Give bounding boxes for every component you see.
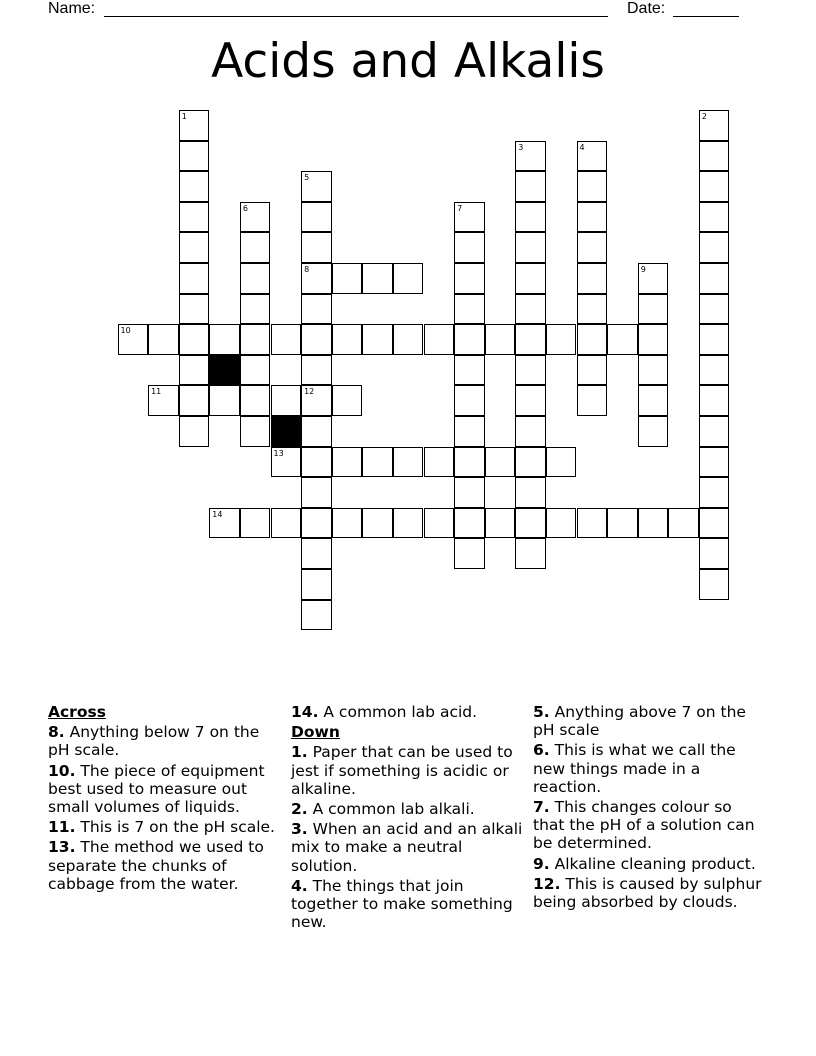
clue-number: 9 (640, 265, 646, 274)
grid-cell[interactable] (515, 416, 546, 447)
grid-cell[interactable] (424, 447, 455, 478)
grid-cell[interactable] (271, 324, 302, 355)
clue-number: 1 (181, 112, 187, 121)
grid-cell[interactable] (515, 324, 546, 355)
grid-cell[interactable] (515, 385, 546, 416)
grid-cell[interactable] (240, 263, 271, 294)
grid-cell[interactable] (301, 477, 332, 508)
black-cell (209, 355, 240, 386)
grid-cell[interactable] (454, 263, 485, 294)
grid-cell[interactable] (301, 232, 332, 263)
clue-across-14: 14. A common lab acid. (291, 703, 478, 721)
grid-cell[interactable] (515, 263, 546, 294)
grid-cell[interactable] (179, 232, 210, 263)
grid-cell[interactable] (515, 232, 546, 263)
grid-cell[interactable] (699, 324, 730, 355)
grid-cell[interactable] (454, 477, 485, 508)
grid-cell[interactable] (393, 263, 424, 294)
clue-number: 10 (120, 326, 131, 336)
grid-cell[interactable] (515, 538, 546, 569)
clue-down-3: 3. When an acid and an alkali mix to make a neutral solution. (291, 820, 523, 875)
grid-cell[interactable] (179, 202, 210, 233)
grid-cell[interactable] (332, 447, 363, 478)
grid-cell[interactable] (209, 508, 240, 539)
clue-number: 6 (242, 203, 248, 213)
grid-cell[interactable] (240, 385, 271, 416)
grid-cell[interactable] (638, 263, 669, 294)
grid-cell[interactable] (577, 263, 608, 294)
clue-number: 5 (304, 173, 310, 183)
grid-cell[interactable] (332, 385, 363, 416)
grid-cell[interactable] (577, 324, 608, 355)
clue-down-6: 6. This is what we call the new things made in a reaction. (533, 741, 736, 796)
grid-cell[interactable] (454, 508, 485, 539)
grid-cell[interactable] (240, 202, 271, 233)
clue-number: 3 (518, 142, 524, 152)
grid-cell[interactable] (393, 508, 424, 539)
grid-cell[interactable] (515, 294, 546, 325)
grid-cell[interactable] (240, 232, 271, 263)
grid-cell[interactable] (179, 385, 210, 416)
grid-cell[interactable] (577, 355, 608, 386)
grid-cell[interactable] (638, 385, 669, 416)
grid-cell[interactable] (577, 508, 608, 539)
grid-cell[interactable] (362, 324, 393, 355)
grid-cell[interactable] (577, 232, 608, 263)
page-title: Acids and Alkalis (211, 34, 605, 89)
grid-cell[interactable] (577, 171, 608, 202)
grid-cell[interactable] (454, 538, 485, 569)
grid-cell[interactable] (546, 324, 577, 355)
grid-cell[interactable] (301, 385, 332, 416)
grid-cell[interactable] (454, 232, 485, 263)
grid-cell[interactable] (301, 263, 332, 294)
black-cell (271, 416, 302, 447)
grid-cell[interactable] (454, 324, 485, 355)
grid-cell[interactable] (699, 294, 730, 325)
grid-cell[interactable] (179, 171, 210, 202)
clues-column-2 (291, 703, 523, 933)
grid-cell[interactable] (485, 508, 516, 539)
grid-cell[interactable] (515, 477, 546, 508)
grid-cell[interactable] (699, 355, 730, 386)
grid-cell[interactable] (271, 385, 302, 416)
clue-across-11: 11. This is 7 on the pH scale. (48, 818, 275, 837)
grid-cell[interactable] (332, 324, 363, 355)
grid-cell[interactable] (454, 355, 485, 386)
grid-cell[interactable] (699, 538, 730, 569)
grid-cell[interactable] (699, 141, 730, 172)
grid-cell[interactable] (301, 202, 332, 233)
grid-cell[interactable] (638, 416, 669, 447)
grid-cell[interactable] (607, 324, 638, 355)
grid-cell[interactable] (240, 324, 271, 355)
grid-cell[interactable] (699, 110, 730, 141)
clues-column-1 (48, 703, 280, 895)
grid-cell[interactable] (240, 294, 271, 325)
clue-down-5: 5. Anything above 7 on the pH scale (533, 703, 746, 740)
grid-cell[interactable] (271, 508, 302, 539)
grid-cell[interactable] (577, 141, 608, 172)
grid-cell[interactable] (393, 324, 424, 355)
grid-cell[interactable] (638, 324, 669, 355)
grid-cell[interactable] (699, 416, 730, 447)
clue-number: 4 (579, 142, 585, 152)
grid-cell[interactable] (179, 355, 210, 386)
grid-cell[interactable] (301, 355, 332, 386)
grid-cell[interactable] (240, 508, 271, 539)
grid-cell[interactable] (301, 416, 332, 447)
clue-number: 13 (273, 448, 284, 458)
name-label: Name: (48, 0, 96, 17)
clue-across-13: 13. The method we used to separate the chunks of cabbage from the water. (48, 838, 264, 893)
clue-number: 8 (304, 265, 310, 274)
grid-cell[interactable] (454, 416, 485, 447)
grid-cell[interactable] (699, 263, 730, 294)
grid-cell[interactable] (179, 141, 210, 172)
grid-cell[interactable] (179, 416, 210, 447)
grid-cell[interactable] (454, 202, 485, 233)
grid-cell[interactable] (301, 447, 332, 478)
grid-cell[interactable] (332, 508, 363, 539)
grid-cell[interactable] (699, 447, 730, 478)
grid-cell[interactable] (424, 508, 455, 539)
across-heading: Across (48, 703, 106, 721)
grid-cell[interactable] (638, 508, 669, 539)
grid-cell[interactable] (301, 569, 332, 600)
grid-cell[interactable] (240, 416, 271, 447)
grid-cell[interactable] (454, 294, 485, 325)
grid-cell[interactable] (699, 385, 730, 416)
clue-across-10: 10. The piece of equipment best used to measure out small volumes of liquids. (48, 761, 265, 817)
grid-cell[interactable] (699, 171, 730, 202)
grid-cell[interactable] (148, 385, 179, 416)
grid-cell[interactable] (179, 263, 210, 294)
grid-cell[interactable] (118, 324, 149, 355)
grid-cell[interactable] (148, 324, 179, 355)
grid-cell[interactable] (362, 263, 393, 294)
grid-cell[interactable] (699, 202, 730, 233)
clue-down-9: 9. Alkaline cleaning product. (533, 854, 756, 873)
clues-column-3 (533, 703, 765, 913)
grid-cell[interactable] (515, 171, 546, 202)
grid-cell[interactable] (332, 263, 363, 294)
grid-cell[interactable] (638, 355, 669, 386)
grid-cell[interactable] (638, 294, 669, 325)
grid-cell[interactable] (454, 447, 485, 478)
clue-down-7: 7. This changes colour so that the pH of a solution can be determined. (533, 798, 755, 853)
grid-cell[interactable] (485, 447, 516, 478)
grid-cell[interactable] (515, 202, 546, 233)
clue-number: 7 (457, 203, 463, 213)
grid-cell[interactable] (515, 508, 546, 539)
grid-cell[interactable] (607, 508, 638, 539)
grid-cell[interactable] (240, 355, 271, 386)
clue-down-4: 4. The things that join together to make something new. (291, 876, 513, 932)
clue-number: 12 (304, 387, 315, 397)
clue-down-1: 1. Paper that can be used to jest if something is acidic or alkaline. (291, 743, 513, 798)
grid-cell[interactable] (577, 294, 608, 325)
grid-cell[interactable] (301, 600, 332, 631)
grid-cell[interactable] (699, 569, 730, 600)
grid-cell[interactable] (577, 385, 608, 416)
grid-cell[interactable] (515, 355, 546, 386)
clue-number: 2 (701, 112, 707, 121)
grid-cell[interactable] (179, 110, 210, 141)
clue-down-2: 2. A common lab alkali. (291, 800, 475, 819)
grid-cell[interactable] (515, 141, 546, 172)
grid-cell[interactable] (577, 202, 608, 233)
grid-cell[interactable] (454, 385, 485, 416)
grid-cell[interactable] (179, 324, 210, 355)
grid-cell[interactable] (301, 508, 332, 539)
grid-cell[interactable] (301, 294, 332, 325)
grid-cell[interactable] (515, 447, 546, 478)
grid-cell[interactable] (546, 447, 577, 478)
clue-number: 11 (151, 387, 162, 397)
down-heading: Down (291, 723, 340, 742)
grid-cell[interactable] (179, 294, 210, 325)
grid-cell[interactable] (699, 477, 730, 508)
date-label: Date: (627, 0, 666, 17)
grid-cell[interactable] (546, 508, 577, 539)
grid-cell[interactable] (699, 232, 730, 263)
grid-cell[interactable] (699, 508, 730, 539)
grid-cell[interactable] (362, 447, 393, 478)
grid-cell[interactable] (485, 324, 516, 355)
grid-cell[interactable] (668, 508, 699, 539)
grid-cell[interactable] (301, 171, 332, 202)
grid-cell[interactable] (209, 324, 240, 355)
grid-cell[interactable] (424, 324, 455, 355)
clue-number: 14 (212, 509, 223, 519)
clue-down-12: 12. This is caused by sulphur being absorbed by clouds. (533, 874, 762, 912)
clue-across-8: 8. Anything below 7 on the pH scale. (48, 723, 260, 760)
grid-cell[interactable] (301, 538, 332, 569)
grid-cell[interactable] (362, 508, 393, 539)
grid-cell[interactable] (393, 447, 424, 478)
grid-cell[interactable] (271, 447, 302, 478)
grid-cell[interactable] (209, 385, 240, 416)
grid-cell[interactable] (301, 324, 332, 355)
